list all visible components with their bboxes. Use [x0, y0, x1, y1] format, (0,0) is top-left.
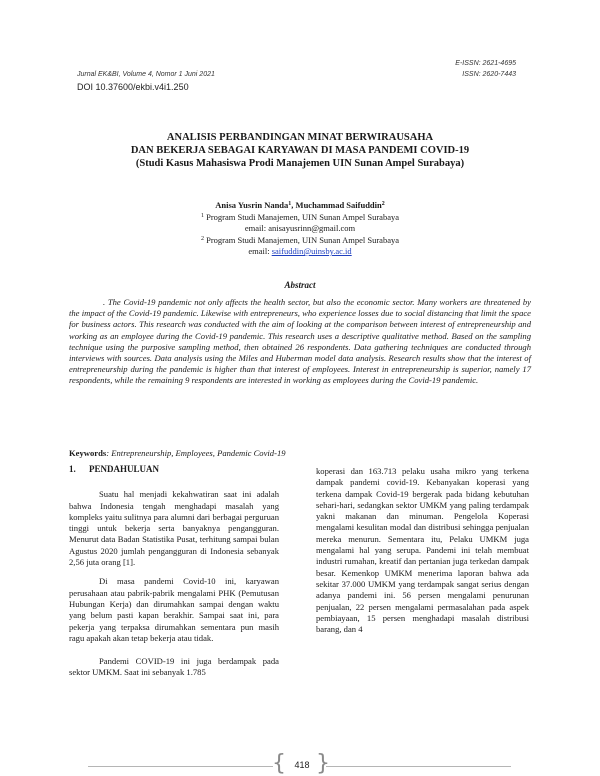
- email-2-label: email:: [248, 246, 272, 256]
- left-paragraph-2: Di masa pandemi Covid-10 ini, karyawan perusahaan atau pabrik-pabrik mengalami PHK (Pemutusan Hubungan Kerja) dan dirumahkan sampai dengan waktu yang belum pasti kapan berakhir. Sampai saat ini, para pekerja yang terpaksa dirumahkan sementara pun masih ragu apakah akan tetap bekerja atau tidak.: [69, 576, 279, 643]
- author-separator: ,: [291, 200, 296, 210]
- affiliation-2-sup: 2: [201, 235, 204, 242]
- page-number: 418: [294, 760, 310, 770]
- email-2-link[interactable]: saifuddin@uinsby.ac.id: [271, 246, 352, 256]
- keywords-text: : Entrepreneurship, Employees, Pandemic Covid-19: [106, 448, 286, 458]
- affiliation-2: [60, 235, 540, 247]
- title-line-2: DAN BEKERJA SEBAGAI KARYAWAN DI MASA PANDEMI COVID-19: [130, 145, 470, 156]
- title-line-1: ANALISIS PERBANDINGAN MINAT BERWIRAUSAHA: [166, 132, 434, 143]
- author-1: Anisa Yusrin Nanda: [215, 200, 289, 210]
- affiliation-2-text: Program Studi Manajemen, UIN Sunan Ampel Surabaya: [204, 234, 399, 245]
- affiliation-1-sup: 1: [201, 212, 204, 219]
- author-1-sup: 1: [288, 201, 292, 207]
- journal-info: Jurnal EK&BI, Volume 4, Nomor 1 Juni 2021: [77, 71, 215, 78]
- section-heading: [69, 464, 279, 475]
- left-paragraph-3: Pandemi COVID-19 ini juga berdampak pada sektor UMKM. Saat ini sebanyak 1.785: [69, 656, 279, 678]
- right-column: [316, 466, 529, 643]
- abstract-heading: Abstract: [284, 280, 316, 290]
- affiliation-1: [60, 212, 540, 224]
- left-paragraph-1: Suatu hal menjadi kekahwatiran saat ini adalah bahwa Indonesia tengah menghadapi masalah yang kompleks yaitu sulitnya para alumni dari berbagai perguruan tinggi untuk bekerja serta banyaknya pengangguran. Menurut data Badan Statistika Pusat, terhitung sampai bulan Agustus 2020 jumlah pengangguran di Indonesia sebanyak 2,56 juta orang [1].: [69, 489, 279, 568]
- section-title: PENDAHULUAN: [89, 464, 160, 474]
- affiliation-1-text: Program Studi Manajemen, UIN Sunan Ampel Surabaya: [204, 211, 399, 222]
- author-2-sup: 2: [381, 201, 385, 207]
- author-block: [60, 200, 540, 258]
- keywords-label: Keywords: [69, 448, 107, 458]
- doi-text: DOI 10.37600/ekbi.v4i1.250: [77, 82, 189, 92]
- title-line-3: (Studi Kasus Mahasiswa Prodi Manajemen UIN Sunan Ampel Surabaya): [135, 158, 465, 169]
- issn-text: ISSN: 2620-7443: [462, 71, 516, 78]
- footer-rule-right: [326, 766, 511, 767]
- paper-title: [60, 131, 540, 170]
- keywords: [69, 448, 286, 458]
- eissn-text: E-ISSN: 2621-4695: [455, 60, 516, 67]
- left-column: [69, 464, 279, 687]
- issn-block: [455, 58, 516, 80]
- abstract-text: . The Covid-19 pandemic not only affects the health sector, but also the economic sector. Many workers are threatened by the impact of the Covid-19 pandemic. Likewise with entrepreneurs, who experience losses due to social distancing that limit the space for business actors. This research was conducted with the aim of looking at the comparison between interest of entrepreneurship and working as an employee during the Covid-19 pandemic. This research uses a descriptive qualitative method. Based on the sampling technique using the purposive sampling method, then obtained 26 respondents. Data gathering techniques are conducted through interviews with sources. Data analysis using the Miles and Huberman model data analysis. Research results show that the interest of entrepreneurship during the pandemic is higher than that interest of employees. Interest in entrepreneurship is superior, namely 17 respondents, while the remaining 9 respondents are interested in working as employees during the Covid-19 pandemic.: [69, 297, 531, 386]
- footer-rule-left: [88, 766, 273, 767]
- email-2: [60, 246, 540, 258]
- right-paragraph-1: koperasi dan 163.713 pelaku usaha mikro yang terkena dampak pandemi covid-19. Kebanyakan koperasi yang terkena dampak Covid-19 bergerak pada bidang kebutuhan sehari-hari, sedangkan sektor UMKM yang paling terdampak yakni makanan dan minuman. Pengelola Koperasi mengalami kesulitan modal dan distribusi sehingga penjualan mereka menurun. Sementara itu, Pelaku UMKM juga mengalami hal yang serupa. Pandemi ini telah membuat industri rumahan, kreatif dan pertanian juga terkedan dampak besar. Kemenkop UMKM menerima laporan bahwa ada sekitar 37.000 UMKM yang terdampak sangat serius dengan adanya pandemi ini. 56 persen mengalami penurunan penjualan, 22 persen mengalami permasalahan pada aspek pembiayaan, 15 persen menghadapi masalah distribusi barang, dan 4: [316, 466, 529, 635]
- author-names: [60, 200, 540, 212]
- footer-brace-left: {: [272, 751, 286, 776]
- email-1: email: anisayusrinn@gmail.com: [244, 223, 356, 233]
- author-2: Muchammad Saifuddin: [295, 200, 382, 210]
- footer-brace-right: }: [316, 751, 330, 776]
- section-number: 1.: [69, 464, 76, 474]
